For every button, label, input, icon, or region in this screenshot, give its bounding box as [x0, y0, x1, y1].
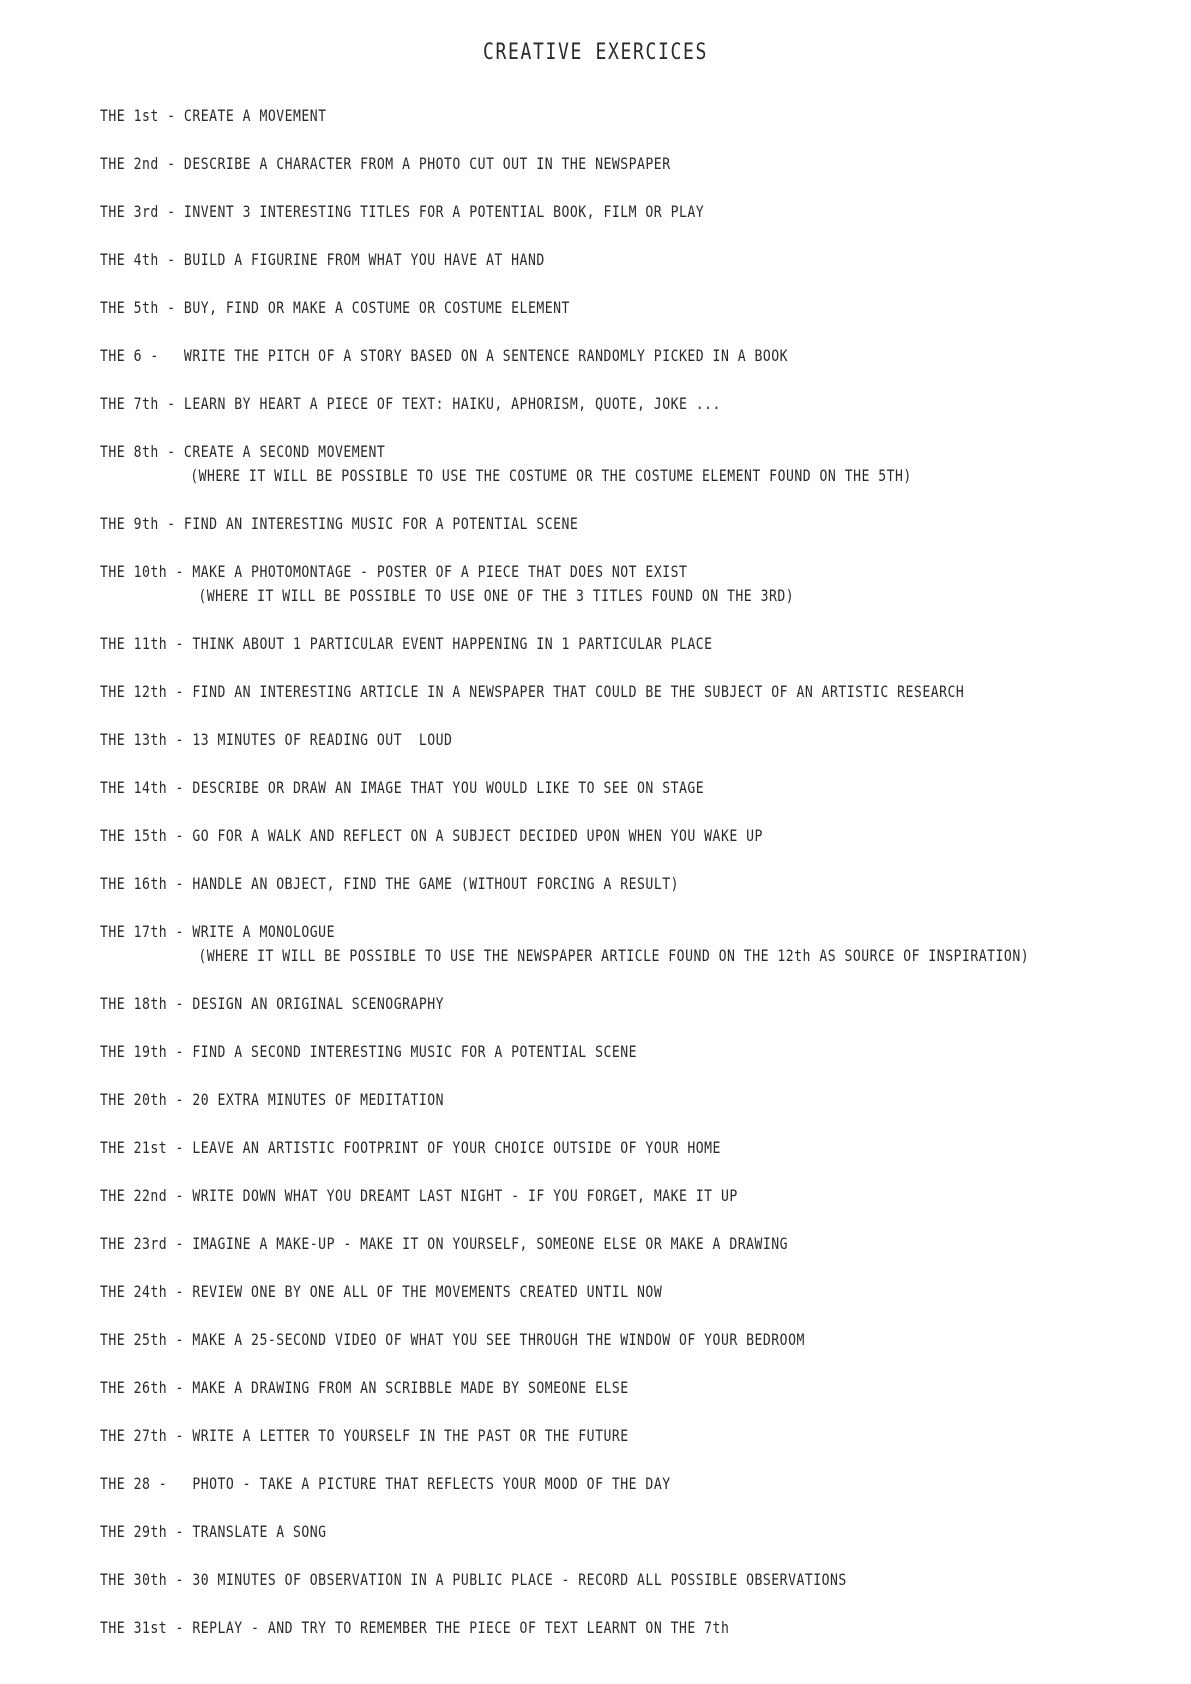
exercise-text: BUY, FIND OR MAKE A COSTUME OR COSTUME ELEMENT [183, 298, 570, 317]
exercise-text: WRITE THE PITCH OF A STORY BASED ON A SENTENCE RANDOMLY PICKED IN A BOOK [183, 346, 789, 365]
exercise-item-11: THE 11th - THINK ABOUT 1 PARTICULAR EVENT HAPPENING IN 1 PARTICULAR PLACE [100, 634, 713, 653]
exercise-item-14: THE 14th - DESCRIBE OR DRAW AN IMAGE THAT YOU WOULD LIKE TO SEE ON STAGE [100, 778, 705, 797]
exercise-day: THE 11th [100, 634, 168, 653]
exercise-item-19: THE 19th - FIND A SECOND INTERESTING MUSIC FOR A POTENTIAL SCENE [100, 1042, 638, 1061]
exercise-day: THE 31st [100, 1618, 168, 1637]
exercise-day: THE 6 [100, 346, 142, 365]
exercise-day: THE 18th [100, 994, 168, 1013]
exercise-day: THE 25th [100, 1330, 168, 1349]
exercise-item-2: THE 2nd - DESCRIBE A CHARACTER FROM A PHOTO CUT OUT IN THE NEWSPAPER [100, 154, 671, 173]
exercise-text: GO FOR A WALK AND REFLECT ON A SUBJECT DECIDED UPON WHEN YOU WAKE UP [192, 826, 763, 845]
exercise-day: THE 5th [100, 298, 159, 317]
exercise-day: THE 2nd [100, 154, 159, 173]
exercise-item-24: THE 24th - REVIEW ONE BY ONE ALL OF THE MOVEMENTS CREATED UNTIL NOW [100, 1282, 663, 1301]
exercise-item-27: THE 27th - WRITE A LETTER TO YOURSELF IN THE PAST OR THE FUTURE [100, 1426, 629, 1445]
exercise-day: THE 29th [100, 1522, 168, 1541]
exercise-day: THE 4th [100, 250, 159, 269]
exercise-item-23: THE 23rd - IMAGINE A MAKE-UP - MAKE IT ON YOURSELF, SOMEONE ELSE OR MAKE A DRAWING [100, 1234, 789, 1253]
exercise-text: MAKE A DRAWING FROM AN SCRIBBLE MADE BY SOMEONE ELSE [192, 1378, 629, 1397]
exercise-day: THE 1st [100, 106, 159, 125]
exercise-day: THE 22nd [100, 1186, 168, 1205]
exercise-day: THE 10th [100, 562, 168, 581]
exercise-text: 13 MINUTES OF READING OUT LOUD [192, 730, 453, 749]
exercise-item-22: THE 22nd - WRITE DOWN WHAT YOU DREAMT LAST NIGHT - IF YOU FORGET, MAKE IT UP [100, 1186, 738, 1205]
exercise-day: THE 17th [100, 922, 168, 941]
exercise-day: THE 14th [100, 778, 168, 797]
exercise-item-7: THE 7th - LEARN BY HEART A PIECE OF TEXT: HAIKU, APHORISM, QUOTE, JOKE ... [100, 394, 721, 413]
exercise-item-28: THE 28 - PHOTO - TAKE A PICTURE THAT REFLECTS YOUR MOOD OF THE DAY [100, 1474, 671, 1493]
exercise-text: DESCRIBE OR DRAW AN IMAGE THAT YOU WOULD LIKE TO SEE ON STAGE [192, 778, 705, 797]
exercise-day: THE 26th [100, 1378, 168, 1397]
exercise-text: 20 EXTRA MINUTES OF MEDITATION [192, 1090, 445, 1109]
exercise-text: PHOTO - TAKE A PICTURE THAT REFLECTS YOUR MOOD OF THE DAY [192, 1474, 671, 1493]
exercise-text: LEAVE AN ARTISTIC FOOTPRINT OF YOUR CHOICE OUTSIDE OF YOUR HOME [192, 1138, 721, 1157]
exercise-item-25: THE 25th - MAKE A 25-SECOND VIDEO OF WHAT YOU SEE THROUGH THE WINDOW OF YOUR BEDROOM [100, 1330, 805, 1349]
exercise-item-31: THE 31st - REPLAY - AND TRY TO REMEMBER THE PIECE OF TEXT LEARNT ON THE 7th [100, 1618, 730, 1637]
exercise-text: REPLAY - AND TRY TO REMEMBER THE PIECE OF TEXT LEARNT ON THE 7th [192, 1618, 730, 1637]
exercise-text: BUILD A FIGURINE FROM WHAT YOU HAVE AT HAND [183, 250, 545, 269]
exercise-text: MAKE A 25-SECOND VIDEO OF WHAT YOU SEE THROUGH THE WINDOW OF YOUR BEDROOM [192, 1330, 805, 1349]
exercise-item-20: THE 20th - 20 EXTRA MINUTES OF MEDITATION [100, 1090, 445, 1109]
exercise-item-12: THE 12th - FIND AN INTERESTING ARTICLE IN A NEWSPAPER THAT COULD BE THE SUBJECT OF AN ARTISTIC RESEARCH [100, 682, 965, 701]
exercise-day: THE 16th [100, 874, 168, 893]
exercise-day: THE 23rd [100, 1234, 168, 1253]
exercise-day: THE 30th [100, 1570, 168, 1589]
exercise-item-18: THE 18th - DESIGN AN ORIGINAL SCENOGRAPHY [100, 994, 445, 1013]
exercise-text: CREATE A SECOND MOVEMENT [183, 442, 386, 461]
exercise-item-9: THE 9th - FIND AN INTERESTING MUSIC FOR A POTENTIAL SCENE [100, 514, 579, 533]
page-title: CREATIVE EXERCICES [482, 40, 709, 65]
exercise-day: THE 12th [100, 682, 168, 701]
exercise-text: 30 MINUTES OF OBSERVATION IN A PUBLIC PLACE - RECORD ALL POSSIBLE OBSERVATIONS [192, 1570, 847, 1589]
exercise-day: THE 7th [100, 394, 159, 413]
exercise-text: TRANSLATE A SONG [192, 1522, 327, 1541]
exercise-day: THE 19th [100, 1042, 168, 1061]
exercise-text: DESIGN AN ORIGINAL SCENOGRAPHY [192, 994, 445, 1013]
exercise-item-8: THE 8th - CREATE A SECOND MOVEMENT (WHERE IT WILL BE POSSIBLE TO USE THE COSTUME OR THE COSTUME ELEMENT FOUND ON THE 5TH) [100, 440, 969, 512]
exercise-item-30: THE 30th - 30 MINUTES OF OBSERVATION IN A PUBLIC PLACE - RECORD ALL POSSIBLE OBSERVATIONS [100, 1570, 847, 1589]
exercise-day: THE 28 [100, 1474, 151, 1493]
exercise-item-1: THE 1st - CREATE A MOVEMENT [100, 106, 327, 125]
exercise-item-17: THE 17th - WRITE A MONOLOGUE (WHERE IT WILL BE POSSIBLE TO USE THE NEWSPAPER ARTICLE FOUND ON THE 12th AS SOURCE OF INSPIRATION) [100, 920, 969, 992]
exercise-text: IMAGINE A MAKE-UP - MAKE IT ON YOURSELF, SOMEONE ELSE OR MAKE A DRAWING [192, 1234, 789, 1253]
exercise-text: LEARN BY HEART A PIECE OF TEXT: HAIKU, APHORISM, QUOTE, JOKE ... [183, 394, 721, 413]
exercise-day: THE 3rd [100, 202, 159, 221]
exercise-text: WRITE A LETTER TO YOURSELF IN THE PAST OR THE FUTURE [192, 1426, 629, 1445]
exercise-item-4: THE 4th - BUILD A FIGURINE FROM WHAT YOU HAVE AT HAND [100, 250, 545, 269]
exercise-text: THINK ABOUT 1 PARTICULAR EVENT HAPPENING IN 1 PARTICULAR PLACE [192, 634, 713, 653]
exercise-day: THE 27th [100, 1426, 168, 1445]
exercise-text: FIND AN INTERESTING MUSIC FOR A POTENTIAL SCENE [183, 514, 579, 533]
exercise-note: (WHERE IT WILL BE POSSIBLE TO USE THE COSTUME OR THE COSTUME ELEMENT FOUND ON THE 5TH) [190, 466, 912, 485]
exercise-item-6: THE 6 - WRITE THE PITCH OF A STORY BASED ON A SENTENCE RANDOMLY PICKED IN A BOOK [100, 346, 789, 365]
exercise-item-13: THE 13th - 13 MINUTES OF READING OUT LOUD [100, 730, 453, 749]
exercise-item-3: THE 3rd - INVENT 3 INTERESTING TITLES FOR A POTENTIAL BOOK, FILM OR PLAY [100, 202, 705, 221]
exercise-item-5: THE 5th - BUY, FIND OR MAKE A COSTUME OR COSTUME ELEMENT [100, 298, 570, 317]
exercise-item-21: THE 21st - LEAVE AN ARTISTIC FOOTPRINT OF YOUR CHOICE OUTSIDE OF YOUR HOME [100, 1138, 721, 1157]
exercise-day: THE 13th [100, 730, 168, 749]
exercise-day: THE 9th [100, 514, 159, 533]
exercise-item-29: THE 29th - TRANSLATE A SONG [100, 1522, 327, 1541]
exercise-text: WRITE DOWN WHAT YOU DREAMT LAST NIGHT - IF YOU FORGET, MAKE IT UP [192, 1186, 738, 1205]
exercise-note: (WHERE IT WILL BE POSSIBLE TO USE ONE OF THE 3 TITLES FOUND ON THE 3RD) [198, 586, 795, 605]
exercise-item-15: THE 15th - GO FOR A WALK AND REFLECT ON A SUBJECT DECIDED UPON WHEN YOU WAKE UP [100, 826, 763, 845]
exercise-text: HANDLE AN OBJECT, FIND THE GAME (WITHOUT FORCING A RESULT) [192, 874, 679, 893]
exercise-item-26: THE 26th - MAKE A DRAWING FROM AN SCRIBBLE MADE BY SOMEONE ELSE [100, 1378, 629, 1397]
exercise-text: FIND A SECOND INTERESTING MUSIC FOR A POTENTIAL SCENE [192, 1042, 638, 1061]
exercise-text: CREATE A MOVEMENT [183, 106, 327, 125]
exercise-item-10: THE 10th - MAKE A PHOTOMONTAGE - POSTER OF A PIECE THAT DOES NOT EXIST (WHERE IT WILL BE POSSIBLE TO USE ONE OF THE 3 TITLES FOUND ON THE 3RD) [100, 560, 969, 632]
exercise-note: (WHERE IT WILL BE POSSIBLE TO USE THE NEWSPAPER ARTICLE FOUND ON THE 12th AS SOURCE OF INSPIRATION) [198, 946, 1030, 965]
exercise-day: THE 24th [100, 1282, 168, 1301]
exercise-day: THE 8th [100, 442, 159, 461]
exercise-day: THE 15th [100, 826, 168, 845]
exercise-text: WRITE A MONOLOGUE [192, 922, 335, 941]
exercise-day: THE 21st [100, 1138, 168, 1157]
exercise-item-16: THE 16th - HANDLE AN OBJECT, FIND THE GAME (WITHOUT FORCING A RESULT) [100, 874, 679, 893]
exercise-text: DESCRIBE A CHARACTER FROM A PHOTO CUT OUT IN THE NEWSPAPER [183, 154, 671, 173]
exercise-text: MAKE A PHOTOMONTAGE - POSTER OF A PIECE THAT DOES NOT EXIST [192, 562, 688, 581]
exercise-list [100, 104, 1160, 1664]
exercise-text: FIND AN INTERESTING ARTICLE IN A NEWSPAPER THAT COULD BE THE SUBJECT OF AN ARTISTIC RESEARCH [192, 682, 965, 701]
exercise-text: REVIEW ONE BY ONE ALL OF THE MOVEMENTS CREATED UNTIL NOW [192, 1282, 663, 1301]
exercise-text: INVENT 3 INTERESTING TITLES FOR A POTENTIAL BOOK, FILM OR PLAY [183, 202, 705, 221]
exercise-day: THE 20th [100, 1090, 168, 1109]
